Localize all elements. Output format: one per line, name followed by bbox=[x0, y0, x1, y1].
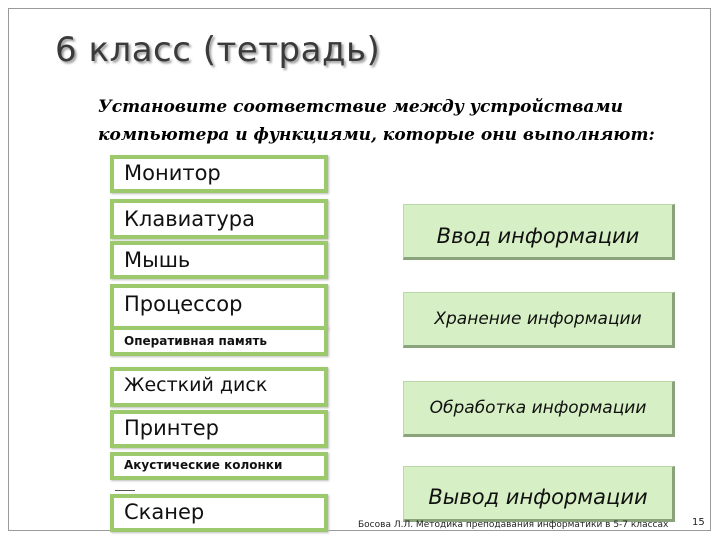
task-text: Установите соответствие между устройствами компьютера и функциями, которые они выполняют: bbox=[98, 97, 655, 145]
function-storage[interactable]: Хранение информации bbox=[403, 292, 675, 348]
device-monitor[interactable]: Монитор bbox=[110, 155, 328, 193]
slide-title: 6 класс (тетрадь) bbox=[55, 30, 381, 70]
device-hard-disk[interactable]: Жесткий диск bbox=[110, 367, 328, 407]
function-input[interactable]: Ввод информации bbox=[403, 204, 675, 260]
device-printer[interactable]: Принтер bbox=[110, 410, 328, 448]
divider-line bbox=[115, 490, 135, 491]
function-output[interactable]: Вывод информации bbox=[403, 466, 675, 522]
device-ram[interactable]: Оперативная память bbox=[110, 326, 328, 356]
page-number: 15 bbox=[692, 517, 705, 528]
device-processor[interactable]: Процессор bbox=[110, 284, 328, 330]
device-speakers[interactable]: Акустические колонки bbox=[110, 452, 328, 480]
footer-text: Босова Л.Л. Методика преподавания информатики в 5-7 классах bbox=[358, 520, 669, 530]
function-processing[interactable]: Обработка информации bbox=[403, 381, 675, 437]
device-keyboard[interactable]: Клавиатура bbox=[110, 199, 328, 239]
device-mouse[interactable]: Мышь bbox=[110, 241, 328, 279]
device-scanner[interactable]: Сканер bbox=[110, 494, 328, 532]
